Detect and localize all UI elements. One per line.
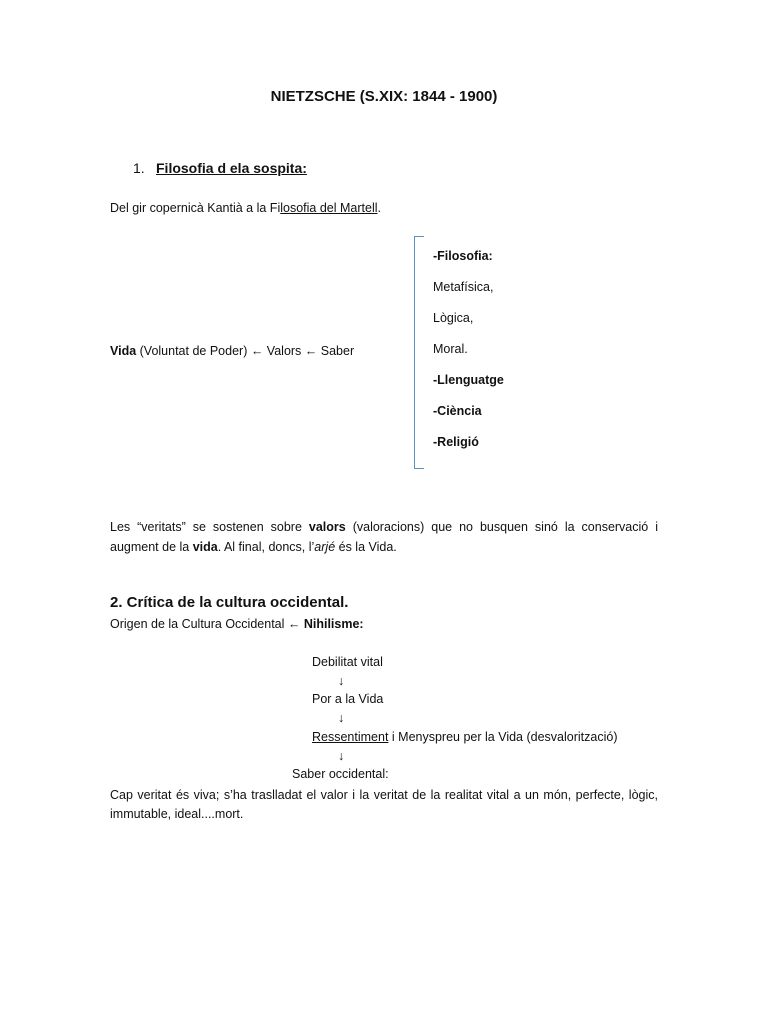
origen-prefix: Origen de la Cultura Occidental ←	[110, 617, 304, 631]
down-arrow-icon: ↓	[338, 674, 345, 688]
menyspreu-text: i Menyspreu per la Vida (desvalorització)	[388, 730, 618, 744]
para-text: és la Vida.	[335, 540, 397, 554]
veritats-paragraph	[110, 517, 658, 557]
bracket-item-ciencia: -Ciència	[433, 404, 482, 418]
bracket-item-metafisica: Metafísica,	[433, 280, 494, 294]
para-text: Les “veritats” se sostenen sobre	[110, 520, 309, 534]
chain-ressentiment	[312, 730, 617, 744]
section-1-number: 1.	[133, 160, 145, 176]
bracket-list	[433, 248, 504, 465]
vida-diagram-line	[110, 344, 354, 358]
bracket-item-filosofia: -Filosofia:	[433, 249, 493, 263]
section-1-heading: Filosofia d ela sospita:	[156, 160, 307, 176]
closing-paragraph: Cap veritat és viva; s’ha traslladat el valor i la veritat de la realitat vital a un món, perfecte, lògic, immutable, ideal....mort.	[110, 788, 658, 821]
intro-suffix: .	[377, 201, 381, 215]
para-text: . Al final, doncs, l’	[217, 540, 315, 554]
para-bold-valors: valors	[308, 520, 346, 534]
chain-por: Por a la Vida	[312, 692, 384, 706]
down-arrow-icon: ↓	[338, 749, 345, 763]
intro-line	[110, 201, 381, 215]
ressentiment-word: Ressentiment	[312, 730, 389, 744]
bracket-item-moral: Moral.	[433, 342, 468, 356]
intro-link-text: losofia del Martell	[280, 201, 378, 215]
intro-prefix: Del gir copernicà Kantià a la Fi	[110, 201, 281, 215]
curly-bracket	[414, 236, 424, 469]
bracket-item-llenguatge: -Llenguatge	[433, 373, 504, 387]
vida-chain-text: (Voluntat de Poder) ← Valors ← Saber	[136, 344, 355, 358]
para-text: (valoracions) que no busquen sinó la conservació i augment de la	[110, 520, 658, 554]
para-bold-vida: vida	[192, 540, 218, 554]
para-italic-arje: arjé	[314, 540, 336, 554]
chain-saber-occidental: Saber occidental:	[292, 767, 389, 781]
bracket-item-religio: -Religió	[433, 435, 479, 449]
bracket-item-logica: Lògica,	[433, 311, 474, 325]
section-2-heading: 2. Crítica de la cultura occidental.	[110, 594, 349, 611]
chain-debilitat: Debilitat vital	[312, 655, 383, 669]
origen-nihilisme: Nihilisme:	[303, 617, 364, 631]
origen-line	[110, 617, 364, 631]
page-title: NIETZSCHE (S.XIX: 1844 - 1900)	[270, 88, 498, 105]
vida-label: Vida	[110, 344, 137, 358]
down-arrow-icon: ↓	[338, 711, 345, 725]
